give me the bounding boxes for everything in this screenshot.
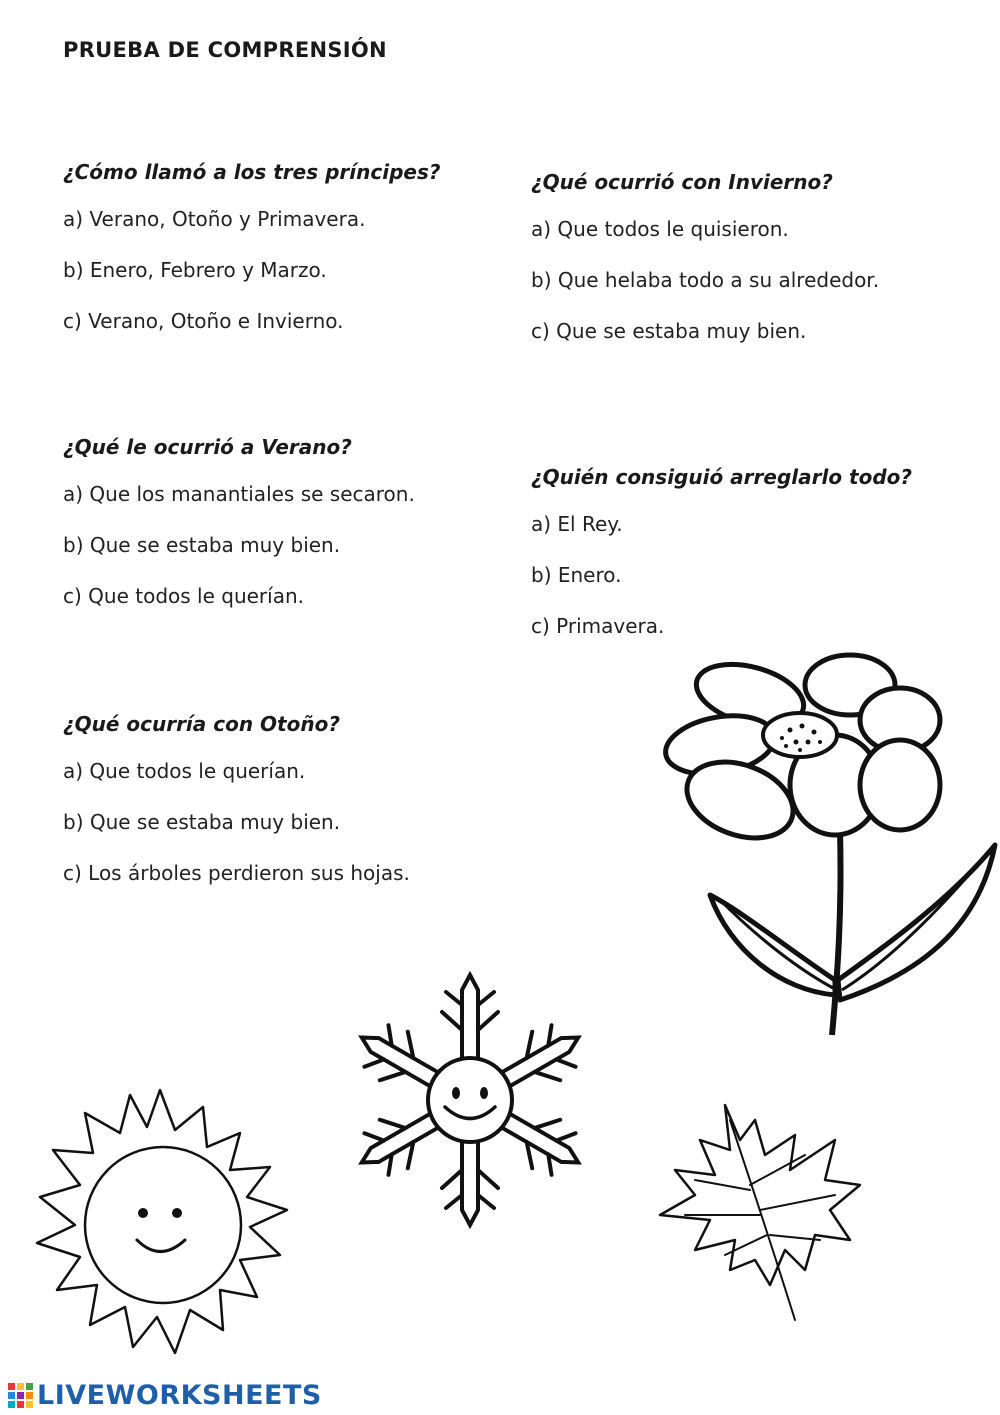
question-text: ¿Qué le ocurrió a Verano?	[63, 435, 352, 459]
liveworksheets-logo	[8, 1380, 322, 1410]
question-block-5	[531, 465, 912, 665]
answer-option[interactable]: c) Que todos le querían.	[63, 584, 304, 608]
snowflake-drawing	[330, 965, 610, 1230]
sun-drawing	[25, 1085, 295, 1360]
answer-option[interactable]: c) Primavera.	[531, 614, 665, 638]
logo-grid-icon	[8, 1383, 33, 1408]
question-text: ¿Qué ocurría con Otoño?	[63, 712, 340, 736]
question-block-1	[63, 160, 440, 360]
answer-option[interactable]: a) Que los manantiales se secaron.	[63, 482, 415, 506]
answer-option[interactable]: c) Verano, Otoño e Invierno.	[63, 309, 344, 333]
answer-option[interactable]: a) Que todos le quisieron.	[531, 217, 789, 241]
question-block-4	[531, 170, 879, 370]
answer-option[interactable]: b) Que se estaba muy bien.	[63, 810, 341, 834]
answer-option[interactable]: c) Los árboles perdieron sus hojas.	[63, 861, 410, 885]
answer-option[interactable]: c) Que se estaba muy bien.	[531, 319, 807, 343]
question-block-2	[63, 435, 415, 635]
answer-option[interactable]: b) Que helaba todo a su alrededor.	[531, 268, 880, 292]
question-text: ¿Quién consiguió arreglarlo todo?	[531, 465, 913, 489]
answer-option[interactable]: a) Que todos le querían.	[63, 759, 306, 783]
logo-text: LIVEWORKSHEETS	[37, 1379, 322, 1411]
leaf-drawing	[655, 1100, 870, 1325]
question-text: ¿Cómo llamó a los tres príncipes?	[63, 160, 441, 184]
answer-option[interactable]: a) El Rey.	[531, 512, 623, 536]
flower-drawing	[650, 650, 1000, 1045]
answer-option[interactable]: a) Verano, Otoño y Primavera.	[63, 207, 366, 231]
page-title: PRUEBA DE COMPRENSIÓN	[63, 38, 387, 62]
answer-option[interactable]: b) Enero, Febrero y Marzo.	[63, 258, 327, 282]
question-text: ¿Qué ocurrió con Invierno?	[531, 170, 833, 194]
answer-option[interactable]: b) Que se estaba muy bien.	[63, 533, 341, 557]
answer-option[interactable]: b) Enero.	[531, 563, 622, 587]
question-block-3	[63, 712, 410, 912]
